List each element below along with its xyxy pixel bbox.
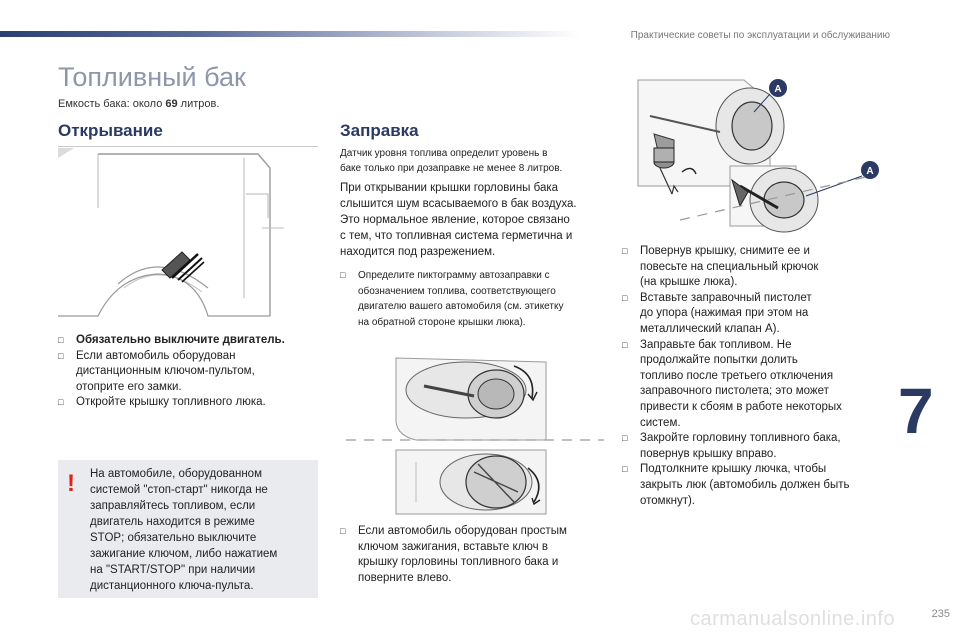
warning-text: На автомобиле, оборудованном системой "стоп-старт" никогда не заправляйтесь топливом, если двигатель находится в режиме STOP; обязательно выключите зажигание ключом, либо нажатием на "START/STOP" при наличии дистанционного ключа-пульта.	[90, 468, 278, 592]
pictogram-note: □ Определите пиктограмму автозаправки с обозначением топлива, соответствующего двигателю вашего автомобиля (см. этикетку на обратной стороне крышки люка).	[340, 268, 615, 330]
step-close-cap: □ Закройте горловину топливного бака, повернув крышку вправо.	[622, 431, 897, 462]
svg-text:A: A	[866, 166, 874, 177]
step-remove-cap: □ Повернув крышку, снимите ее и повесьте на специальный крючок (на крышке люка).	[622, 244, 897, 291]
tank-capacity: Емкость бака: около 69 литров.	[58, 98, 220, 110]
fuel-cap-key-illustration	[346, 352, 606, 522]
fuel-flap-callout-icon	[162, 252, 204, 282]
chapter-number: 7	[898, 375, 934, 447]
refuel-steps	[622, 244, 897, 509]
refuel-intro: При открывании крышки горловины бака слышится шум всасываемого в бак воздуха. Это нормальное явление, которое связано с тем, что топливная система герметична и находится под разрежением.	[340, 182, 577, 258]
page-title: Топливный бак	[58, 62, 246, 92]
van-illustration	[58, 148, 320, 320]
opening-steps	[58, 333, 323, 411]
svg-text:A: A	[774, 84, 782, 95]
key-cap-step: □ Если автомобиль оборудован простым ключом зажигания, вставьте ключ в крышку горловины топливного бака и поверните влево.	[340, 524, 615, 586]
step-insert-nozzle: □ Вставьте заправочный пистолет до упора (нажимая при этом на металлический клапан A).	[622, 291, 897, 338]
header-bar	[0, 31, 580, 37]
filler-nozzle-illustration	[620, 76, 890, 238]
stop-start-warning	[58, 460, 318, 598]
section-heading-refuel: Заправка	[340, 121, 419, 140]
watermark: carmanualsonline.info	[690, 608, 896, 630]
section-divider	[58, 146, 318, 147]
chapter-title: Практические советы по эксплуатации и обслуживанию	[630, 30, 890, 41]
step-fill-tank: □ Заправьте бак топливом. Не продолжайте попытки долить топливо после третьего отключения заправочного пистолета; это может привести к сбоям в работе некоторых систем.	[622, 338, 897, 432]
warning-icon: !	[67, 470, 75, 497]
capacity-value: 69	[165, 98, 178, 110]
section-heading-opening: Открывание	[58, 121, 163, 140]
step-open-flap: □ Откройте крышку топливного люка.	[58, 395, 323, 411]
fuel-cap-hanging-icon	[654, 148, 674, 168]
step-stop-engine: □ Обязательно выключите двигатель.	[58, 333, 323, 349]
step-unlock: □ Если автомобиль оборудован дистанционным ключом-пультом, отоприте его замки.	[58, 349, 323, 396]
step-close-flap: □ Подтолкните крышку лючка, чтобы закрыть люк (автомобиль должен быть отомкнут).	[622, 462, 897, 509]
page-number: 235	[931, 608, 950, 620]
fuel-gauge-note: Датчик уровня топлива определит уровень в баке только при дозаправке не менее 8 литров.	[340, 148, 563, 174]
